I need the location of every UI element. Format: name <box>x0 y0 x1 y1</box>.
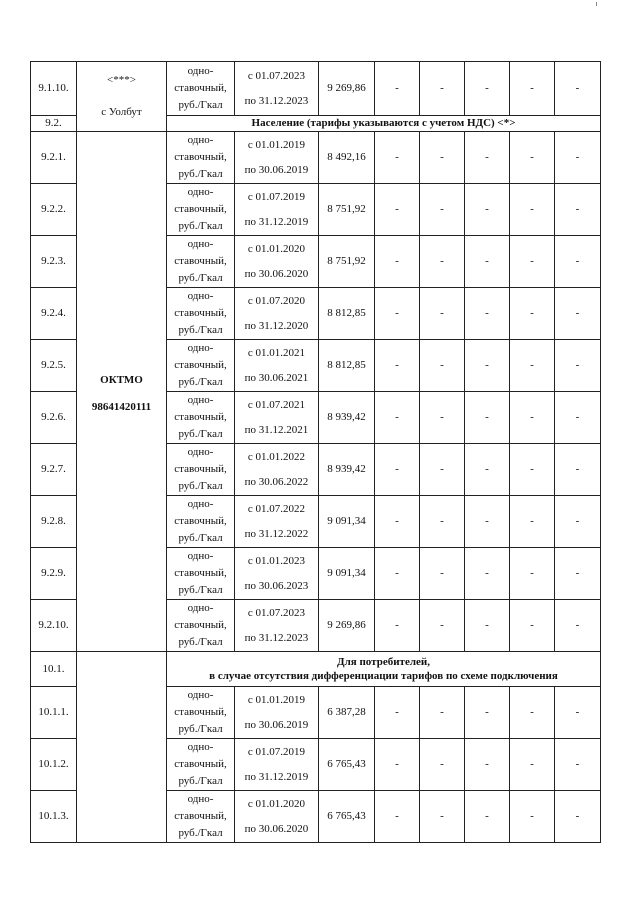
dash-cell: - <box>375 791 420 843</box>
period-cell: с 01.01.2019 по 30.06.2019 <box>235 687 319 739</box>
unit-cell: одно- ставочный, руб./Гкал <box>167 687 235 739</box>
row-id: 9.2.8. <box>31 496 77 548</box>
dash-cell: - <box>465 236 510 288</box>
row-id: 9.2.7. <box>31 444 77 496</box>
section-title: Для потребителей, в случае отсутствия дифференциации тарифов по схеме подключения <box>167 652 601 687</box>
dash-cell: - <box>555 288 601 340</box>
row-id: 9.2.6. <box>31 392 77 444</box>
period-cell: с 01.01.2023 по 30.06.2023 <box>235 548 319 600</box>
dash-cell: - <box>420 496 465 548</box>
dash-cell: - <box>375 600 420 652</box>
dash-cell: - <box>420 444 465 496</box>
dash-cell: - <box>510 340 555 392</box>
empty-region-cell <box>77 652 167 843</box>
dash-cell: - <box>420 62 465 116</box>
region-cell-bottom <box>77 132 167 652</box>
tariff-value: 8 812,85 <box>319 340 375 392</box>
oktmo-label: ОКТМО <box>100 374 143 387</box>
row-id: 10.1.1. <box>31 687 77 739</box>
dash-cell: - <box>465 687 510 739</box>
dash-cell: - <box>465 791 510 843</box>
period-cell: с 01.07.2019 по 31.12.2019 <box>235 739 319 791</box>
dash-cell: - <box>375 132 420 184</box>
dash-cell: - <box>555 184 601 236</box>
period-cell: с 01.01.2022 по 30.06.2022 <box>235 444 319 496</box>
period-cell: с 01.01.2020 по 30.06.2020 <box>235 791 319 843</box>
row-id: 9.1.10. <box>31 62 77 116</box>
table-row <box>31 132 601 184</box>
dash-cell: - <box>420 600 465 652</box>
tariff-value: 8 492,16 <box>319 132 375 184</box>
unit-cell: одно- ставочный, руб./Гкал <box>167 600 235 652</box>
row-id: 9.2.1. <box>31 132 77 184</box>
period-cell: с 01.07.2020 по 31.12.2020 <box>235 288 319 340</box>
dash-cell: - <box>510 600 555 652</box>
dash-cell: - <box>420 288 465 340</box>
dash-cell: - <box>375 687 420 739</box>
tariff-value: 6 765,43 <box>319 791 375 843</box>
dash-cell: - <box>510 132 555 184</box>
period-cell: с 01.07.2022 по 31.12.2022 <box>235 496 319 548</box>
unit-cell: одно- ставочный, руб./Гкал <box>167 340 235 392</box>
period-cell: с 01.07.2019 по 31.12.2019 <box>235 184 319 236</box>
period-cell: с 01.01.2019 по 30.06.2019 <box>235 132 319 184</box>
unit-cell: одно- ставочный, руб./Гкал <box>167 184 235 236</box>
tariff-value: 8 939,42 <box>319 392 375 444</box>
dash-cell: - <box>420 791 465 843</box>
dash-cell: - <box>375 62 420 116</box>
dash-cell: - <box>465 444 510 496</box>
dash-cell: - <box>465 62 510 116</box>
unit-cell: одно- ставочный, руб./Гкал <box>167 132 235 184</box>
dash-cell: - <box>465 340 510 392</box>
unit-cell: одно- ставочный, руб./Гкал <box>167 791 235 843</box>
dash-cell: - <box>375 184 420 236</box>
tariff-value: 6 765,43 <box>319 739 375 791</box>
dash-cell: - <box>375 444 420 496</box>
row-id: 10.1.2. <box>31 739 77 791</box>
period-cell: с 01.07.2023 по 31.12.2023 <box>235 62 319 116</box>
dash-cell: - <box>375 392 420 444</box>
dash-cell: - <box>375 340 420 392</box>
dash-cell: - <box>510 62 555 116</box>
section-title: Население (тарифы указываются с учетом НДС) <*> <box>167 116 601 132</box>
row-id: 9.2.10. <box>31 600 77 652</box>
dash-cell: - <box>465 600 510 652</box>
dash-cell: - <box>555 132 601 184</box>
row-id: 9.2.2. <box>31 184 77 236</box>
tariff-value: 8 751,92 <box>319 236 375 288</box>
dash-cell: - <box>375 548 420 600</box>
tariff-value: 8 812,85 <box>319 288 375 340</box>
period-cell: с 01.01.2020 по 30.06.2020 <box>235 236 319 288</box>
dash-cell: - <box>555 791 601 843</box>
dash-cell: - <box>420 184 465 236</box>
dash-cell: - <box>420 687 465 739</box>
dash-cell: - <box>510 739 555 791</box>
dash-cell: - <box>510 791 555 843</box>
row-id: 9.2.9. <box>31 548 77 600</box>
dash-cell: - <box>555 548 601 600</box>
dash-cell: - <box>510 496 555 548</box>
unit-cell: одно- ставочный, руб./Гкал <box>167 739 235 791</box>
period-cell: с 01.07.2021 по 31.12.2021 <box>235 392 319 444</box>
dash-cell: - <box>555 687 601 739</box>
dash-cell: - <box>510 444 555 496</box>
dash-cell: - <box>420 340 465 392</box>
dash-cell: - <box>420 739 465 791</box>
row-id: 9.2.5. <box>31 340 77 392</box>
unit-cell: одно- ставочный, руб./Гкал <box>167 548 235 600</box>
unit-cell: одно- ставочный, руб./Гкал <box>167 236 235 288</box>
dash-cell: - <box>510 392 555 444</box>
dash-cell: - <box>465 184 510 236</box>
dash-cell: - <box>510 288 555 340</box>
unit-cell: одно- ставочный, руб./Гкал <box>167 62 235 116</box>
tariff-value: 8 939,42 <box>319 444 375 496</box>
table-row <box>31 62 601 116</box>
dash-cell: - <box>555 600 601 652</box>
dash-cell: - <box>465 548 510 600</box>
dash-cell: - <box>555 236 601 288</box>
dash-cell: - <box>510 184 555 236</box>
region-cell-top <box>77 62 167 132</box>
dash-cell: - <box>555 392 601 444</box>
dash-cell: - <box>510 236 555 288</box>
dash-cell: - <box>555 496 601 548</box>
tariff-value: 9 091,34 <box>319 496 375 548</box>
tariff-value: 8 751,92 <box>319 184 375 236</box>
dash-cell: - <box>375 288 420 340</box>
tariff-table <box>30 61 601 843</box>
dash-cell: - <box>555 444 601 496</box>
dash-cell: - <box>465 496 510 548</box>
section-row <box>31 652 601 687</box>
tariff-value: 9 269,86 <box>319 600 375 652</box>
period-cell: с 01.01.2021 по 30.06.2021 <box>235 340 319 392</box>
scan-artifact <box>596 2 597 6</box>
section-id: 9.2. <box>31 116 77 132</box>
unit-cell: одно- ставочный, руб./Гкал <box>167 288 235 340</box>
dash-cell: - <box>555 340 601 392</box>
dash-cell: - <box>465 739 510 791</box>
region-marker: <***> <box>107 73 136 86</box>
row-id: 10.1.3. <box>31 791 77 843</box>
dash-cell: - <box>420 392 465 444</box>
dash-cell: - <box>420 548 465 600</box>
dash-cell: - <box>510 687 555 739</box>
dash-cell: - <box>375 739 420 791</box>
section-id: 10.1. <box>31 652 77 687</box>
dash-cell: - <box>465 392 510 444</box>
dash-cell: - <box>555 62 601 116</box>
dash-cell: - <box>375 236 420 288</box>
unit-cell: одно- ставочный, руб./Гкал <box>167 444 235 496</box>
region-locality: с Уолбут <box>101 105 142 118</box>
dash-cell: - <box>465 132 510 184</box>
dash-cell: - <box>375 496 420 548</box>
dash-cell: - <box>510 548 555 600</box>
tariff-value: 6 387,28 <box>319 687 375 739</box>
tariff-value: 9 091,34 <box>319 548 375 600</box>
dash-cell: - <box>465 288 510 340</box>
tariff-value: 9 269,86 <box>319 62 375 116</box>
row-id: 9.2.3. <box>31 236 77 288</box>
dash-cell: - <box>555 739 601 791</box>
unit-cell: одно- ставочный, руб./Гкал <box>167 392 235 444</box>
dash-cell: - <box>420 132 465 184</box>
oktmo-code: 98641420111 <box>91 400 152 413</box>
row-id: 9.2.4. <box>31 288 77 340</box>
unit-cell: одно- ставочный, руб./Гкал <box>167 496 235 548</box>
period-cell: с 01.07.2023 по 31.12.2023 <box>235 600 319 652</box>
dash-cell: - <box>420 236 465 288</box>
